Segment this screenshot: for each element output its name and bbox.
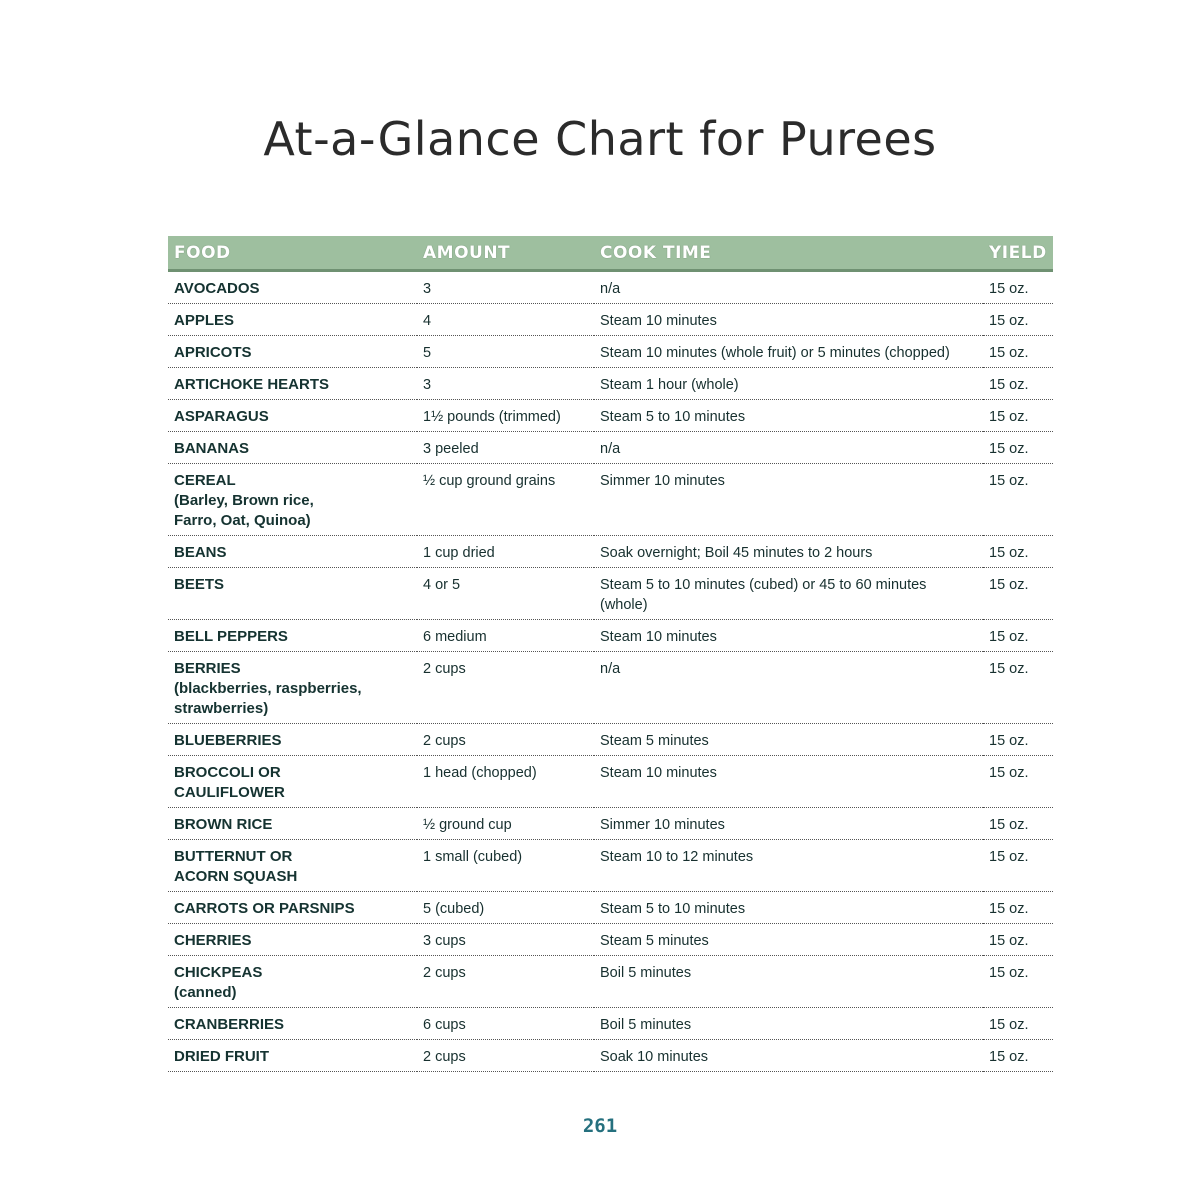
table-row: [168, 536, 1053, 568]
cell-amount: 6 medium: [417, 620, 594, 652]
cell-food: BROCCOLI OR CAULIFLOWER: [168, 756, 417, 808]
header-cook-time: COOK TIME: [594, 236, 983, 271]
cell-food: BANANAS: [168, 432, 417, 464]
cell-cook-time: Simmer 10 minutes: [594, 464, 983, 536]
cell-amount: 4: [417, 304, 594, 336]
table-row: [168, 808, 1053, 840]
cell-yield: 15 oz.: [983, 464, 1053, 536]
cell-amount: 1½ pounds (trimmed): [417, 400, 594, 432]
cell-yield: 15 oz.: [983, 336, 1053, 368]
cell-food: BUTTERNUT OR ACORN SQUASH: [168, 840, 417, 892]
cell-cook-time: n/a: [594, 271, 983, 304]
cell-food: BELL PEPPERS: [168, 620, 417, 652]
table-row: [168, 892, 1053, 924]
cell-amount: 2 cups: [417, 724, 594, 756]
cell-amount: 1 small (cubed): [417, 840, 594, 892]
table-row: [168, 1008, 1053, 1040]
table-row: [168, 464, 1053, 536]
table-row: [168, 368, 1053, 400]
cell-amount: 2 cups: [417, 652, 594, 724]
table-row: [168, 1040, 1053, 1072]
page-number: 261: [582, 1115, 618, 1137]
cell-food: CRANBERRIES: [168, 1008, 417, 1040]
cell-food: CEREAL (Barley, Brown rice, Farro, Oat, Quinoa): [168, 464, 417, 536]
cell-cook-time: Simmer 10 minutes: [594, 808, 983, 840]
header-yield: YIELD: [983, 236, 1053, 271]
cell-amount: 3: [417, 271, 594, 304]
cell-yield: 15 oz.: [983, 808, 1053, 840]
cell-cook-time: Steam 10 minutes: [594, 756, 983, 808]
table-row: [168, 620, 1053, 652]
table-row: [168, 400, 1053, 432]
table-row: [168, 756, 1053, 808]
cell-yield: 15 oz.: [983, 1008, 1053, 1040]
cell-food: BLUEBERRIES: [168, 724, 417, 756]
puree-chart-table: [168, 236, 1053, 1072]
cell-amount: 3: [417, 368, 594, 400]
cell-amount: 2 cups: [417, 1040, 594, 1072]
cell-food: DRIED FRUIT: [168, 1040, 417, 1072]
table-row: [168, 924, 1053, 956]
cell-amount: 1 head (chopped): [417, 756, 594, 808]
table-row: [168, 840, 1053, 892]
cell-amount: 1 cup dried: [417, 536, 594, 568]
cell-yield: 15 oz.: [983, 840, 1053, 892]
cell-amount: 4 or 5: [417, 568, 594, 620]
page-title: At-a-Glance Chart for Purees: [263, 112, 937, 166]
header-food: FOOD: [168, 236, 417, 271]
cell-yield: 15 oz.: [983, 304, 1053, 336]
cell-food: CHICKPEAS (canned): [168, 956, 417, 1008]
cell-yield: 15 oz.: [983, 892, 1053, 924]
cell-yield: 15 oz.: [983, 536, 1053, 568]
cell-cook-time: Boil 5 minutes: [594, 956, 983, 1008]
cell-yield: 15 oz.: [983, 924, 1053, 956]
cell-food: AVOCADOS: [168, 271, 417, 304]
cell-cook-time: n/a: [594, 652, 983, 724]
table-header-row: [168, 236, 1053, 271]
cell-yield: 15 oz.: [983, 568, 1053, 620]
cell-cook-time: Boil 5 minutes: [594, 1008, 983, 1040]
cell-cook-time: Steam 5 to 10 minutes (cubed) or 45 to 60 minutes (whole): [594, 568, 983, 620]
cell-yield: 15 oz.: [983, 724, 1053, 756]
header-amount: AMOUNT: [417, 236, 594, 271]
cell-food: BERRIES (blackberries, raspberries, strawberries): [168, 652, 417, 724]
cell-cook-time: Soak overnight; Boil 45 minutes to 2 hours: [594, 536, 983, 568]
cell-food: ARTICHOKE HEARTS: [168, 368, 417, 400]
cell-cook-time: Steam 5 to 10 minutes: [594, 892, 983, 924]
cell-amount: 5: [417, 336, 594, 368]
cell-amount: 6 cups: [417, 1008, 594, 1040]
cell-food: CHERRIES: [168, 924, 417, 956]
cell-amount: 3 cups: [417, 924, 594, 956]
cell-food: APPLES: [168, 304, 417, 336]
table-row: [168, 336, 1053, 368]
cell-cook-time: Steam 5 minutes: [594, 924, 983, 956]
cell-cook-time: Steam 5 minutes: [594, 724, 983, 756]
table-row: [168, 652, 1053, 724]
cell-yield: 15 oz.: [983, 271, 1053, 304]
cell-cook-time: Steam 10 to 12 minutes: [594, 840, 983, 892]
cell-yield: 15 oz.: [983, 956, 1053, 1008]
cell-yield: 15 oz.: [983, 756, 1053, 808]
table-row: [168, 956, 1053, 1008]
cell-yield: 15 oz.: [983, 368, 1053, 400]
cell-yield: 15 oz.: [983, 620, 1053, 652]
cell-cook-time: Steam 10 minutes: [594, 620, 983, 652]
cell-cook-time: Steam 10 minutes: [594, 304, 983, 336]
cell-food: BEANS: [168, 536, 417, 568]
cell-food: BROWN RICE: [168, 808, 417, 840]
cell-cook-time: Steam 1 hour (whole): [594, 368, 983, 400]
table-row: [168, 271, 1053, 304]
cell-amount: ½ cup ground grains: [417, 464, 594, 536]
cell-cook-time: n/a: [594, 432, 983, 464]
table-row: [168, 304, 1053, 336]
table-row: [168, 432, 1053, 464]
cell-amount: ½ ground cup: [417, 808, 594, 840]
cell-food: BEETS: [168, 568, 417, 620]
cell-yield: 15 oz.: [983, 432, 1053, 464]
table-row: [168, 724, 1053, 756]
cell-cook-time: Soak 10 minutes: [594, 1040, 983, 1072]
cell-cook-time: Steam 5 to 10 minutes: [594, 400, 983, 432]
cell-amount: 5 (cubed): [417, 892, 594, 924]
cell-yield: 15 oz.: [983, 400, 1053, 432]
cell-food: ASPARAGUS: [168, 400, 417, 432]
cell-cook-time: Steam 10 minutes (whole fruit) or 5 minutes (chopped): [594, 336, 983, 368]
cell-amount: 2 cups: [417, 956, 594, 1008]
cell-food: APRICOTS: [168, 336, 417, 368]
cell-yield: 15 oz.: [983, 1040, 1053, 1072]
table-row: [168, 568, 1053, 620]
cell-food: CARROTS OR PARSNIPS: [168, 892, 417, 924]
cell-amount: 3 peeled: [417, 432, 594, 464]
cell-yield: 15 oz.: [983, 652, 1053, 724]
